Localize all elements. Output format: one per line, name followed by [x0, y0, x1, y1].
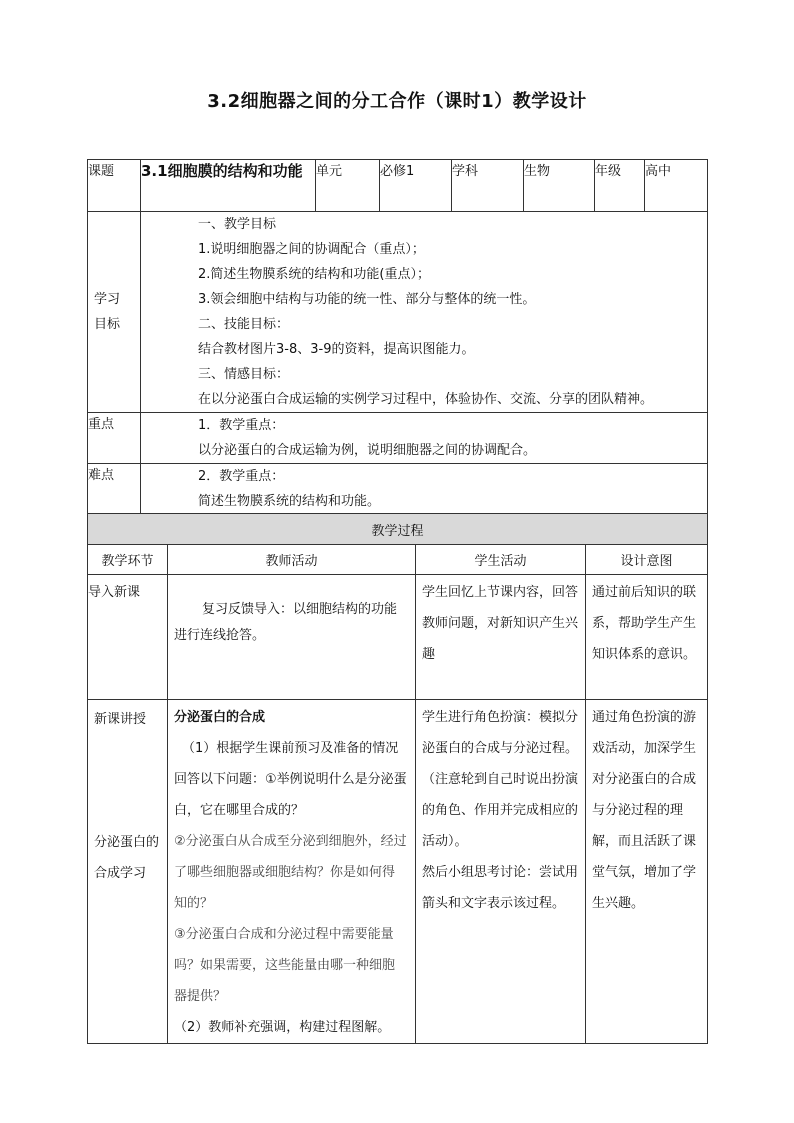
xueke-label: 学科 [452, 160, 524, 212]
row2-student-2: 然后小组思考讨论：尝试用箭头和文字表示该过程。 [422, 865, 579, 911]
mubiao-line: 在以分泌蛋白合成运输的实例学习过程中，体验协作、交流、分享的团队精神。 [198, 392, 654, 407]
mubiao-label-1: 学习 [94, 292, 121, 307]
mubiao-content [141, 212, 708, 413]
nandian-label: 难点 [88, 464, 141, 515]
row1-intent: 通过前后知识的联系，帮助学生产生知识体系的意识。 [592, 585, 697, 662]
row1-stage: 导入新课 [88, 575, 168, 700]
mubiao-line: 结合教材图片3-8、3-9的资料，提高识图能力。 [198, 342, 475, 357]
row2-teacher-p1: （1）根据学生课前预习及准备的情况回答以下问题：①举例说明什么是分泌蛋白，它在哪里合成的？ [174, 741, 407, 818]
row1-student-cell [416, 575, 586, 700]
zhongdian-label: 重点 [88, 413, 141, 464]
process-header: 教学过程 [88, 514, 708, 545]
nandian-line: 简述生物膜系统的结构和功能。 [198, 494, 381, 509]
keti-label: 课题 [88, 160, 141, 212]
keti-value: 3.1细胞膜的结构和功能 [141, 162, 303, 180]
row2-stage: 新课讲授 [94, 712, 147, 727]
mubiao-line: 一、教学目标 [198, 217, 277, 232]
row2-student: 学生进行角色扮演：模拟分泌蛋白的合成与分泌过程。（注意轮到自己时说出扮演的角色、作用并完成相应的活动）。 [422, 710, 579, 849]
column-header-teacher: 教师活动 [168, 545, 416, 575]
mubiao-line: 三、情感目标： [198, 367, 290, 382]
mubiao-line: 1.说明细胞器之间的协调配合（重点）； [198, 242, 425, 257]
mubiao-line: 3.领会细胞中结构与功能的统一性、部分与整体的统一性。 [198, 292, 536, 307]
mubiao-line: 2.简述生物膜系统的结构和功能(重点）； [198, 267, 430, 282]
column-header-student: 学生活动 [416, 545, 586, 575]
nianji-label: 年级 [595, 160, 645, 212]
mubiao-line: 二、技能目标： [198, 317, 290, 332]
row2-teacher-p3: ③分泌蛋白合成和分泌过程中需要能量吗？如果需要，这些能量由哪一种细胞器提供？ [174, 927, 396, 1004]
danyuan-value: 必修1 [380, 160, 452, 212]
row2-student-cell [416, 700, 586, 1044]
process-table [87, 513, 708, 1044]
row1-teacher: 复习反馈导入：以细胞结构的功能进行连线抢答。 [174, 602, 398, 643]
zhongdian-line: 以分泌蛋白的合成运输为例，说明细胞器之间的协调配合。 [198, 443, 537, 458]
row1-intent-cell [586, 575, 708, 700]
row2-teacher-cell [168, 700, 416, 1044]
danyuan-label: 单元 [316, 160, 380, 212]
column-header-stage: 教学环节 [88, 545, 168, 575]
row2-teacher-title: 分泌蛋白的合成 [174, 710, 266, 725]
row2-stage-cell [88, 700, 168, 1044]
zhongdian-line: 1．教学重点： [198, 418, 285, 433]
xueke-value: 生物 [524, 160, 595, 212]
nandian-line: 2．教学重点： [198, 469, 285, 484]
nianji-value: 高中 [645, 160, 708, 212]
info-table [87, 159, 708, 515]
document-title: 3.2细胞器之间的分工合作（课时1）教学设计 [207, 91, 587, 112]
row2-intent: 通过角色扮演的游戏活动，加深学生对分泌蛋白的合成与分泌过程的理解，而且活跃了课堂气氛，增加了学生兴趣。 [592, 710, 697, 911]
column-header-intent: 设计意图 [586, 545, 708, 575]
zhongdian-content [141, 413, 708, 464]
mubiao-label-2: 目标 [94, 317, 121, 332]
row1-student: 学生回忆上节课内容，回答教师问题，对新知识产生兴趣 [422, 585, 579, 662]
row2-teacher-p4: （2）教师补充强调，构建过程图解。 [174, 1020, 391, 1035]
row2-intent-cell [586, 700, 708, 1044]
nandian-content [141, 464, 708, 515]
row1-teacher-cell [168, 575, 416, 700]
mubiao-label-cell [88, 212, 141, 413]
row2-stage-sub: 分泌蛋白的合成学习 [94, 835, 160, 881]
row2-teacher-p2: ②分泌蛋白从合成至分泌到细胞外，经过了哪些细胞器或细胞结构？你是如何得知的？ [174, 834, 407, 911]
